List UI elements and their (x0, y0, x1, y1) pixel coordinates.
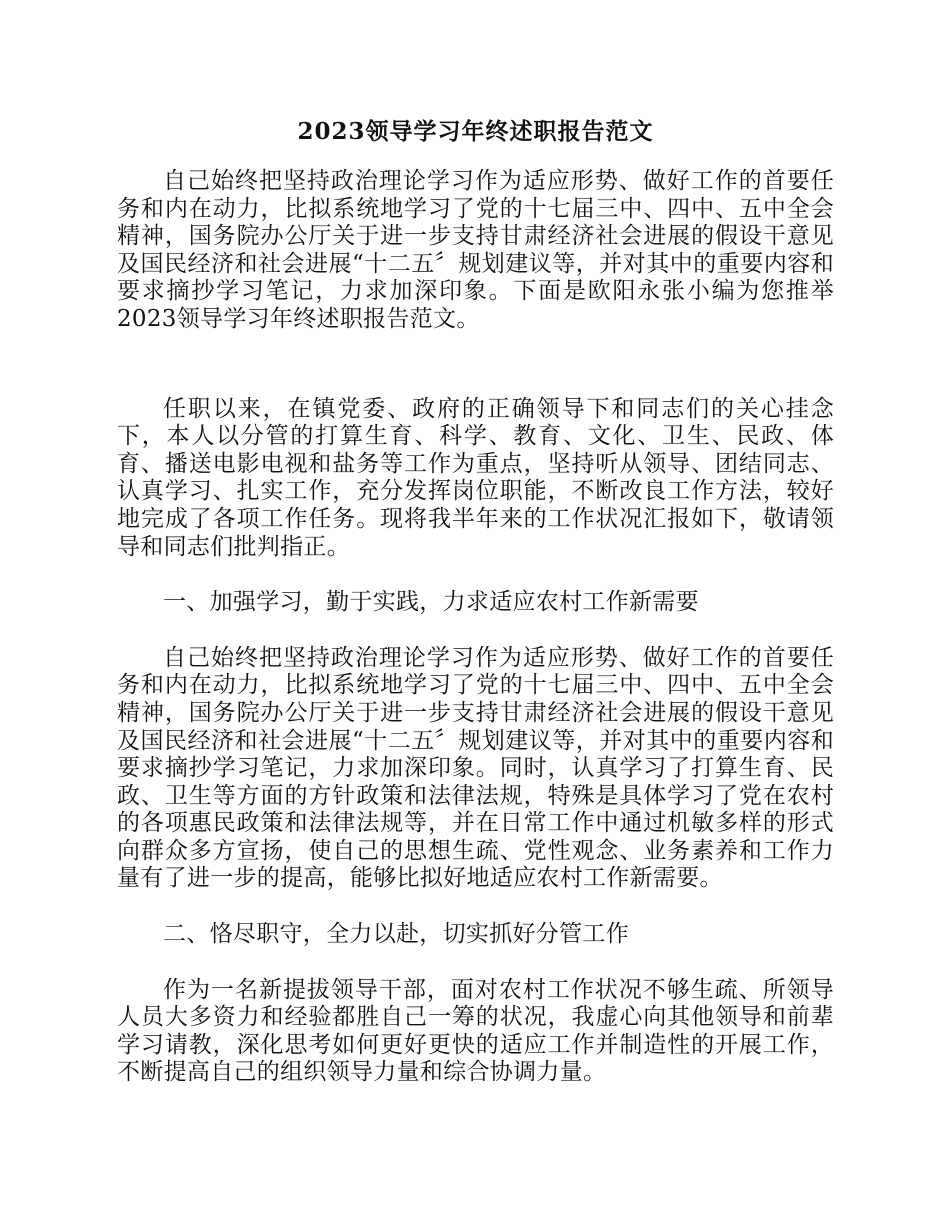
section-heading-2: 二、恪尽职守，全力以赴，切实抓好分管工作 (163, 921, 629, 948)
section-heading-1: 一、加强学习，勤于实践，力求适应农村工作新需要 (163, 589, 699, 616)
document-title: 2023领导学习年终述职报告范文 (297, 118, 654, 145)
spacer (117, 617, 834, 645)
paragraph-overview: 任职以来，在镇党委、政府的正确领导下和同志们的关心挂念下，本人以分管的打算生育、科学、教育、文化、卫生、民政、体育、播送电影电视和盐务等工作为重点，坚持听从领导、团结同志、认真学习、扎实工作，充分发挥岗位职能，不断改良工作方法，较好地完成了各项工作任务。现将我半年来的工作状况汇报如下，敬请领导和同志们批判指正。 (117, 395, 834, 560)
paragraph-intro: 自己始终把坚持政治理论学习作为适应形势、做好工作的首要任务和内在动力，比拟系统地学习了党的十七届三中、四中、五中全会精神，国务院办公厅关于进一步支持甘肃经济社会进展的假设干意见及国民经济和社会进展“十二五〞规划建议等，并对其中的重要内容和要求摘抄学习笔记，力求加深印象。下面是欧阳永张小编为您推举2023领导学习年终述职报告范文。 (117, 168, 834, 332)
spacer (117, 949, 834, 977)
spacer (117, 334, 834, 396)
spacer (117, 561, 834, 589)
paragraph-section-1: 自己始终把坚持政治理论学习作为适应形势、做好工作的首要任务和内在动力，比拟系统地学习了党的十七届三中、四中、五中全会精神，国务院办公厅关于进一步支持甘肃经济社会进展的假设干意见及国民经济和社会进展“十二五〞规划建议等，并对其中的重要内容和要求摘抄学习笔记，力求加深印象。同时，认真学习了打算生育、民政、卫生等方面的方针政策和法律法规，特殊是具体学习了党在农村的各项惠民政策和法律法规等，并在日常工作中通过机敏多样的形式向群众多方宣扬，使自己的思想生疏、党性观念、业务素养和工作力量有了进一步的提高，能够比拟好地适应农村工作新需要。 (117, 644, 834, 892)
spacer (117, 150, 834, 168)
paragraph-section-2: 作为一名新提拔领导干部，面对农村工作状况不够生疏、所领导人员大多资力和经验都胜自己一筹的状况，我虚心向其他领导和前辈学习请教，深化思考如何更好更快的适应工作并制造性的开展工作，不断提高自己的组织领导力量和综合协调力量。 (117, 976, 834, 1086)
spacer (117, 893, 834, 921)
document-page (117, 114, 834, 1087)
